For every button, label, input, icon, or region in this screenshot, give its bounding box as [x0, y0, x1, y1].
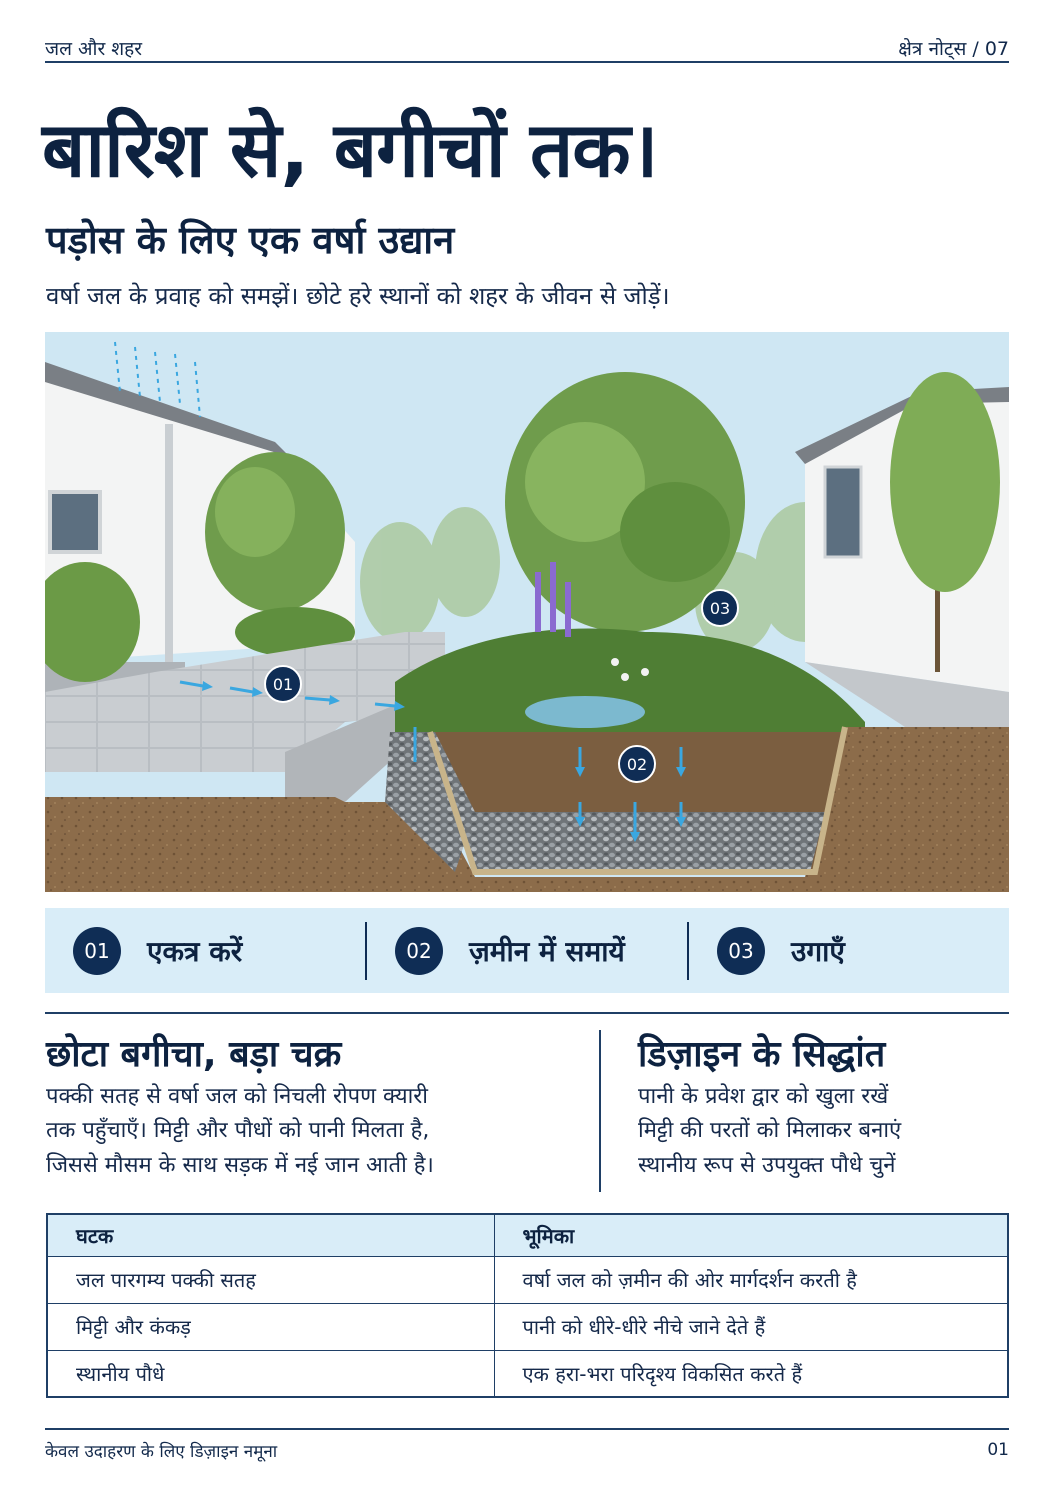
step-number: 02: [395, 927, 443, 975]
step-label: उगाएँ: [791, 934, 845, 968]
step-label: ज़मीन में समायें: [469, 934, 625, 968]
components-table: [46, 1213, 1009, 1398]
pond: [525, 696, 645, 728]
marker-03: [702, 590, 738, 626]
text-line: तक पहुँचाएँ। मिट्टी और पौधों को पानी मिलता है,: [46, 1118, 430, 1144]
marker-02-label: 02: [626, 755, 648, 774]
right-column: [638, 1030, 1018, 1183]
table-row: [47, 1350, 1008, 1397]
table-header-component: घटक: [47, 1214, 494, 1256]
page-title: बारिश से, बगीचों तक।: [42, 105, 658, 194]
right-column-heading: डिज़ाइन के सिद्धांत: [638, 1034, 886, 1075]
column-divider: [599, 1030, 601, 1192]
intro-text: वर्षा जल के प्रवाह को समझें। छोटे हरे स्थानों को शहर के जीवन से जोड़ें।: [46, 282, 670, 310]
principles-list: [638, 1080, 1018, 1182]
step-number: 01: [73, 927, 121, 975]
step-collect: [45, 908, 365, 993]
table-row: [47, 1303, 1008, 1350]
gravel-layer: [455, 812, 825, 872]
left-column-heading: छोटा बगीचा, बड़ा चक्र: [46, 1034, 342, 1075]
marker-02: [619, 746, 655, 782]
marker-01-label: 01: [272, 675, 294, 694]
step-number: 03: [717, 927, 765, 975]
text-line: पक्की सतह से वर्षा जल को निचली रोपण क्यारी: [46, 1084, 428, 1110]
page-footer: [45, 1436, 1009, 1464]
left-column: [46, 1030, 566, 1183]
rain-garden-cross-section: [45, 332, 1009, 892]
table-header-row: [47, 1214, 1008, 1256]
process-steps-bar: [45, 908, 1009, 993]
left-column-text: [46, 1080, 566, 1182]
table-cell: स्थानीय पौधे: [47, 1350, 494, 1397]
marker-03-label: 03: [709, 599, 731, 618]
header-divider: [45, 61, 1009, 63]
footer-note: केवल उदाहरण के लिए डिज़ाइन नमूना: [45, 1441, 278, 1462]
table-header-role: भूमिका: [494, 1214, 1008, 1256]
series-label: जल और शहर: [45, 38, 143, 60]
section-label: क्षेत्र नोट्स / 07: [898, 38, 1009, 60]
marker-01: [265, 666, 301, 702]
table-row: [47, 1256, 1008, 1303]
rain-garden-illustration: [45, 332, 1009, 892]
table-cell: जल पारगम्य पक्की सतह: [47, 1256, 494, 1303]
step-infiltrate: [367, 908, 687, 993]
table-cell: मिट्टी और कंकड़: [47, 1303, 494, 1350]
page-subtitle: पड़ोस के लिए एक वर्षा उद्यान: [46, 218, 455, 262]
table-cell: एक हरा-भरा परिदृश्य विकसित करते हैं: [494, 1350, 1008, 1397]
principle-item: स्थानीय रूप से उपयुक्त पौधे चुनें: [638, 1152, 896, 1178]
page-header: [45, 34, 1009, 62]
text-line: जिससे मौसम के साथ सड़क में नई जान आती है।: [46, 1152, 434, 1178]
page-number: 01: [987, 1440, 1009, 1460]
principle-item: मिट्टी की परतों को मिलाकर बनाएं: [638, 1118, 902, 1144]
section-divider: [45, 1012, 1009, 1014]
footer-divider: [45, 1428, 1009, 1430]
step-label: एकत्र करें: [147, 934, 243, 968]
principle-item: पानी के प्रवेश द्वार को खुला रखें: [638, 1084, 889, 1110]
table-cell: पानी को धीरे-धीरे नीचे जाने देते हैं: [494, 1303, 1008, 1350]
table-cell: वर्षा जल को ज़मीन की ओर मार्गदर्शन करती है: [494, 1256, 1008, 1303]
step-grow: [689, 908, 1009, 993]
